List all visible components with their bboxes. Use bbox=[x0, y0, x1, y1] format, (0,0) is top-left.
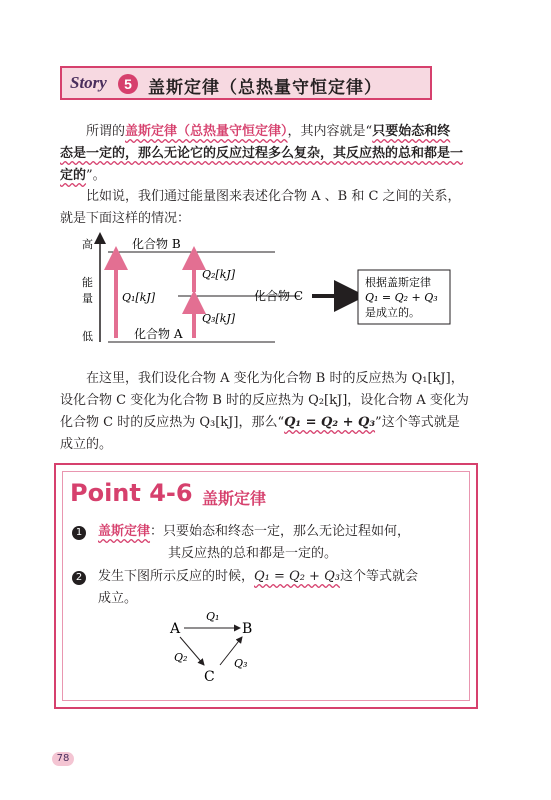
point-item-2-text: 这个等式就会 bbox=[339, 569, 418, 584]
q3-label: Q₃[kJ] bbox=[202, 312, 236, 325]
tri-q3-label: Q₃ bbox=[234, 657, 248, 670]
axis-energy-label-2: 量 bbox=[82, 292, 93, 305]
axis-low-label: 低 bbox=[82, 330, 93, 343]
axis-energy-label-1: 能 bbox=[82, 276, 93, 289]
story-header bbox=[60, 66, 432, 100]
explanation-line: 设化合物 C 变化为化合物 B 时的反应热为 Q₂[kJ]，设化合物 A 变化为 bbox=[60, 393, 469, 408]
q1-label: Q₁[kJ] bbox=[122, 291, 156, 304]
example-paragraph bbox=[60, 186, 480, 230]
equation: Q₁ = Q₂ + Q₃ bbox=[284, 415, 376, 430]
point-item-1-text: ：只要始态和终态一定，那么无论过程如何， bbox=[150, 524, 411, 539]
point-item-1-badge: 1 bbox=[72, 526, 86, 540]
point-box bbox=[54, 463, 478, 709]
intro-emphasis: 只要始态和终 bbox=[372, 124, 451, 139]
point-item-1-term: 盖斯定律 bbox=[98, 524, 151, 539]
point-item-2-equation: Q₁ = Q₂ + Q₃ bbox=[254, 569, 340, 584]
explanation-line: 成立的。 bbox=[60, 437, 113, 452]
example-line: 就是下面这样的情况： bbox=[60, 211, 191, 226]
story-number-badge: 5 bbox=[118, 74, 138, 94]
point-item-1-text: 其反应热的总和都是一定的。 bbox=[168, 546, 338, 561]
axis-high-label: 高 bbox=[82, 238, 93, 251]
q2-label: Q₂[kJ] bbox=[202, 268, 236, 281]
tri-q2-label: Q₂ bbox=[174, 651, 188, 664]
page-number: 78 bbox=[52, 752, 74, 766]
node-a: A bbox=[170, 621, 181, 637]
point-title: Point 4-6 bbox=[70, 479, 193, 507]
point-item-2-badge: 2 bbox=[72, 571, 86, 585]
explanation-line: 化合物 C 时的反应热为 Q₃[kJ]，那么“ bbox=[60, 415, 285, 430]
hess-triangle-diagram bbox=[162, 603, 272, 689]
intro-text: ”。 bbox=[86, 168, 106, 183]
point-item-2-text: 发生下图所示反应的时候， bbox=[98, 569, 255, 584]
conclusion-line-2: Q₁ = Q₂ + Q₃ bbox=[365, 291, 438, 304]
compound-a-label: 化合物 A bbox=[134, 327, 183, 341]
explanation-line: ”这个等式就是 bbox=[375, 415, 460, 430]
conclusion-line-1: 根据盖斯定律 bbox=[365, 276, 431, 289]
point-subtitle: 盖斯定律 bbox=[202, 489, 267, 508]
point-item-1 bbox=[98, 521, 410, 565]
energy-diagram bbox=[60, 228, 480, 350]
explanation-line: 在这里，我们设化合物 A 变化为化合物 B 时的反应热为 Q₁[kJ]， bbox=[86, 371, 464, 386]
intro-text: ，其内容就是“ bbox=[287, 124, 373, 139]
intro-text: 所谓的 bbox=[86, 124, 126, 139]
intro-term: 盖斯定律（总热量守恒定律） bbox=[125, 124, 288, 139]
intro-emphasis: 态是一定的，那么无论它的反应过程多么复杂，其反应热的总和都是一 bbox=[60, 146, 464, 161]
node-c: C bbox=[204, 669, 215, 685]
compound-b-label: 化合物 B bbox=[132, 237, 181, 251]
tri-q1-label: Q₁ bbox=[206, 610, 220, 623]
node-b: B bbox=[242, 621, 253, 637]
explanation-paragraph bbox=[60, 368, 490, 456]
story-title: 盖斯定律（总热量守恒定律） bbox=[148, 78, 382, 98]
point-item-2-text: 成立。 bbox=[98, 591, 138, 606]
conclusion-line-3: 是成立的。 bbox=[365, 306, 420, 319]
example-line: 比如说，我们通过能量图来表述化合物 A 、B 和 C 之间的关系， bbox=[86, 189, 461, 204]
intro-emphasis: 定的 bbox=[60, 168, 87, 183]
intro-paragraph bbox=[60, 121, 480, 187]
compound-c-label: 化合物 C bbox=[254, 289, 303, 303]
story-label: Story bbox=[70, 73, 107, 92]
